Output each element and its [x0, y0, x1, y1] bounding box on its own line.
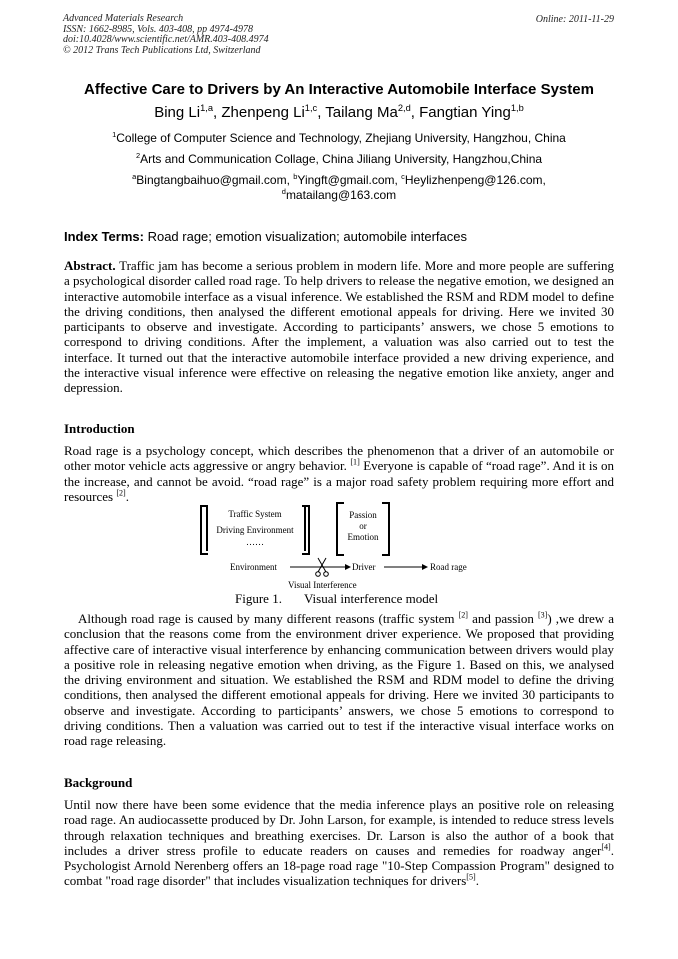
section-heading-background: Background: [64, 775, 133, 790]
intro-paragraph-2: Although road rage is caused by many different reasons (traffic system [2] and passion [3]) ,we drew a conclusion that the reasons come from the environment driver experience. We proposed that providing affective care of interactive visual interference by enhancing communication between drivers would play a positive role in releasing negative emotion when driving, as the Figure 1. Based on this, we analysed the driving environment and situation. We established the RSM and RDM model to define the driving conditions, then analysed the different emotional appeals for driving. Here we invited 30 participants to observe and investigate. According to participants’ answers, we chose 5 emotions to correspond to driving conditions. Then a valuation was carried out to test if the interactive visual interface works on road rage releasing.: [64, 610, 615, 749]
doi: doi:10.4028/www.scientific.net/AMR.403-408.4974: [63, 34, 269, 45]
email-list: $^a$Bingtangbaihuo@gmail.com, $^b$Yingft@gmail.com, $^c$Heylizhenpeng@126.com, $^d$matailang@163.com: [132, 172, 546, 202]
box2-passion: Passion: [349, 510, 377, 520]
journal-header: [63, 14, 269, 56]
author-name: Fangtian Ying: [419, 104, 511, 121]
email: Yingft@gmail.com,: [297, 173, 398, 187]
journal-name: Advanced Materials Research: [63, 13, 184, 24]
author-name: Zhenpeng Li: [221, 104, 305, 121]
driver-label: Driver: [352, 562, 376, 572]
email: Heylizhenpeng@126.com,: [404, 173, 546, 187]
author-sup: 1,b: [510, 103, 524, 113]
box2-or: or: [359, 521, 367, 531]
box1-driving-environment: Driving Environment: [216, 525, 294, 535]
author-name: Bing Li: [154, 104, 201, 121]
abstract-text: Traffic jam has become a serious problem in modern life. More and more people are suffering a psychological disorder called road rage. To help drivers to release the negative emotion, we designed an interactive automobile interface as a visual inference. We established the RSM and RDM model to define the driving conditions, then analysed the different emotional appeals for driving. Here we invited 30 participants to observe and investigate. According to participants’ answers, we chose 5 emotions to correspond to driving conditions. After the implement, a valuation was also carried out to test the interface. It turned out that the interactive automobile interface provided a new driving experience, and the interactive visual inference were effective on releasing the negative emotion like anxiety, anger and depression.: [64, 258, 615, 396]
box1-traffic-system: Traffic System: [228, 509, 282, 519]
author-name: Tailang Ma: [325, 104, 398, 121]
author-list: Bing Li$^{1,a}$, Zhenpeng Li$^{1,c}$, Tailang Ma$^{2,d}$, Fangtian Ying$^{1,b}$: [154, 103, 524, 121]
affiliation-1: $^1$College of Computer Science and Technology, Zhejiang University, Hangzhou, China: [112, 130, 566, 145]
paper-title: Affective Care to Drivers by An Interactive Automobile Interface System: [84, 81, 594, 98]
citation[interactable]: [2]: [458, 610, 468, 620]
figure-1-caption: Figure 1. Visual interference model: [235, 591, 439, 606]
citation[interactable]: [1]: [350, 457, 360, 467]
arrow-head-driver: [345, 564, 351, 570]
author-sup: 1,a: [200, 103, 214, 113]
figure-1-diagram: [200, 500, 490, 592]
author-sup: 1,c: [304, 103, 318, 113]
citation[interactable]: [3]: [537, 610, 548, 620]
online-date: Online: 2011-11-29: [535, 14, 614, 25]
background-paragraph: Until now there have been some evidence that the media inference plays an positive role on releasing road rage. An audiocassette produced by Dr. John Larson, for example, is intended to reduce stress levels through relaxation techniques and breathing exercises. Dr. Larson is also the author of a book that includes a driver stress profile to educate readers on causes and remedies for roadway anger[4]. Psychologist Arnold Nerenberg offers an 18-page road rage "10-Step Compassion Program" designed to combat "road rage disorder" that includes visualization techniques for drivers[5].: [64, 797, 614, 889]
affiliation-2: $^2$Arts and Communication Collage, China Jiliang University, Hangzhou,China: [135, 151, 543, 166]
copyright: © 2012 Trans Tech Publications Ltd, Switzerland: [63, 44, 261, 56]
visual-interference-label: Visual Interference: [288, 580, 357, 590]
figure-arrows: [200, 500, 490, 592]
environment-label: Environment: [230, 562, 277, 572]
box2-emotion: Emotion: [347, 532, 379, 542]
box1-ellipsis: ……: [246, 537, 264, 547]
intro-paragraph-1: Road rage is a psychology concept, which describes the phenomenon that a driver of an automobile or other motor vehicle acts aggressive or angry behavior. [1] Everyone is capable of “road rage”. And it is on the increase, and cannot be avoid. “road rage” is a major road safety problem requiring more effort and resources [2].: [64, 443, 615, 504]
author-sup: 2,d: [397, 103, 411, 113]
index-terms: Index Terms: Road rage; emotion visualization; automobile interfaces: [64, 229, 467, 244]
section-heading-introduction: Introduction: [64, 421, 135, 436]
abstract: [64, 258, 614, 396]
citation[interactable]: [4]: [601, 842, 611, 852]
citation[interactable]: [5]: [466, 873, 476, 883]
arrow-head-rage: [422, 564, 428, 570]
citation[interactable]: [2]: [116, 488, 126, 498]
email: Bingtangbaihuo@gmail.com,: [136, 173, 290, 187]
email: matailang@163.com: [285, 188, 397, 202]
issn: ISSN: 1662-8985, Vols. 403-408, pp 4974-4978: [63, 23, 253, 35]
abstract-label: Abstract.: [64, 258, 116, 273]
road-rage-label: Road rage: [430, 562, 467, 572]
